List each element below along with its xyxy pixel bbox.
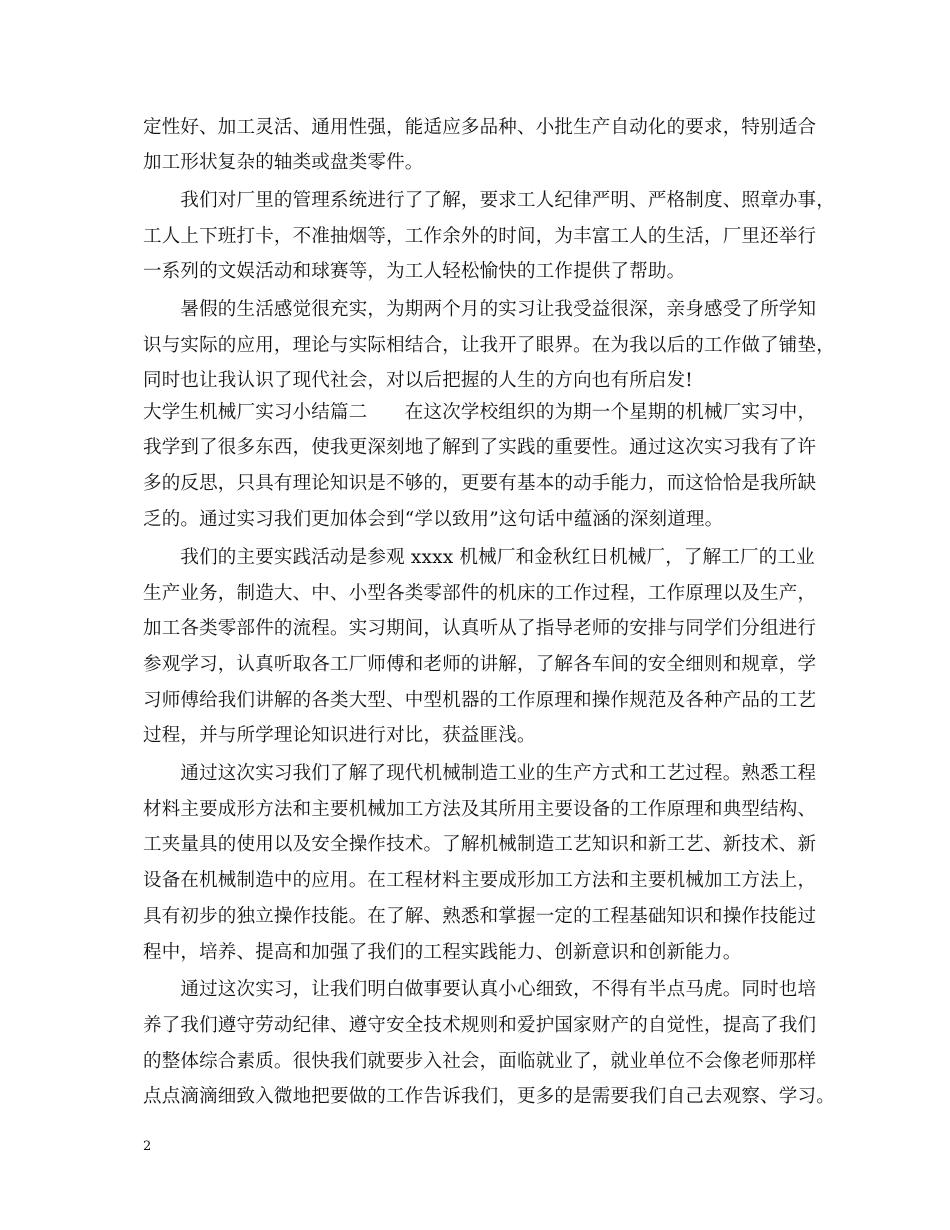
text-line: 大学生机械厂实习小结篇二 在这次学校组织的为期一个星期的机械厂实习中， [143,402,817,423]
text-line: 乏的。通过实习我们更加体会到“学以致用”这句话中蕴涵的深刻道理。 [143,509,724,530]
text-line: 一系列的文娱活动和球赛等，为工人轻松愉快的工作提供了帮助。 [143,261,686,282]
text-line: 同时也让我认识了现代社会，对以后把握的人生的方向也有所启发! [143,370,693,391]
text-line: 生产业务，制造大、中、小型各类零部件的机床的工作过程，工作原理以及生产， [143,583,817,604]
text-line: 加工形状复杂的轴类或盘类零件。 [143,152,424,173]
text-line: 我们的主要实践活动是参观 xxxx 机械厂和金秋红日机械厂，了解工厂的工业 [143,547,815,568]
text-line: 具有初步的独立操作技能。在了解、熟悉和掌握一定的工程基础知识和操作技能过 [143,906,817,927]
text-line: 通过这次实习，让我们明白做事要认真小心细致，不得有半点马虎。同时也培 [143,979,817,1000]
text-line: 我学到了很多东西，使我更深刻地了解到了实践的重要性。通过这次实习我有了许 [143,437,817,458]
text-line: 识与实际的应用，理论与实际相结合，让我开了眼界。在为我以后的工作做了铺垫， [143,335,835,356]
text-line: 通过这次实习我们了解了现代机械制造工业的生产方式和工艺过程。熟悉工程 [143,763,817,784]
text-line: 养了我们遵守劳动纪律、遵守安全技术规则和爱护国家财产的自觉性，提高了我们 [143,1015,817,1036]
text-line: 暑假的生活感觉很充实，为期两个月的实习让我受益很深，亲身感受了所学知 [143,299,817,320]
text-line: 参观学习，认真听取各工厂师傅和老师的讲解，了解各车间的安全细则和规章，学 [143,654,817,675]
text-line: 加工各类零部件的流程。实习期间，认真听从了指导老师的安排与同学们分组进行 [143,618,817,639]
text-line: 多的反思，只具有理论知识是不够的，更要有基本的动手能力，而这恰恰是我所缺 [143,473,817,494]
page-number: 2 [143,1139,152,1154]
text-line: 工人上下班打卡，不准抽烟等，工作余外的时间，为丰富工人的生活，厂里还举行 [143,226,817,247]
text-line: 设备在机械制造中的应用。在工程材料主要成形加工方法和主要机械加工方法上， [143,870,817,891]
text-line: 材料主要成形方法和主要机械加工方法及其所用主要设备的工作原理和典型结构、 [143,799,817,820]
text-line: 的整体综合素质。很快我们就要步入社会，面临就业了，就业单位不会像老师那样 [143,1051,817,1072]
text-line: 点点滴滴细致入微地把要做的工作告诉我们，更多的是需要我们自己去观察、学习。 [143,1086,835,1107]
text-line: 习师傅给我们讲解的各类大型、中型机器的工作原理和操作规范及各种产品的工艺 [143,690,817,711]
text-line: 程中，培养、提高和加强了我们的工程实践能力、创新意识和创新能力。 [143,942,742,963]
text-line: 定性好、加工灵活、通用性强，能适应多品种、小批生产自动化的要求，特别适合 [143,117,817,138]
text-line: 过程，并与所学理论知识进行对比，获益匪浅。 [143,725,536,746]
text-line: 我们对厂里的管理系统进行了了解，要求工人纪律严明、严格制度、照章办事， [143,190,835,211]
text-line: 工夹量具的使用以及安全操作技术。了解机械制造工艺知识和新工艺、新技术、新 [143,834,817,855]
